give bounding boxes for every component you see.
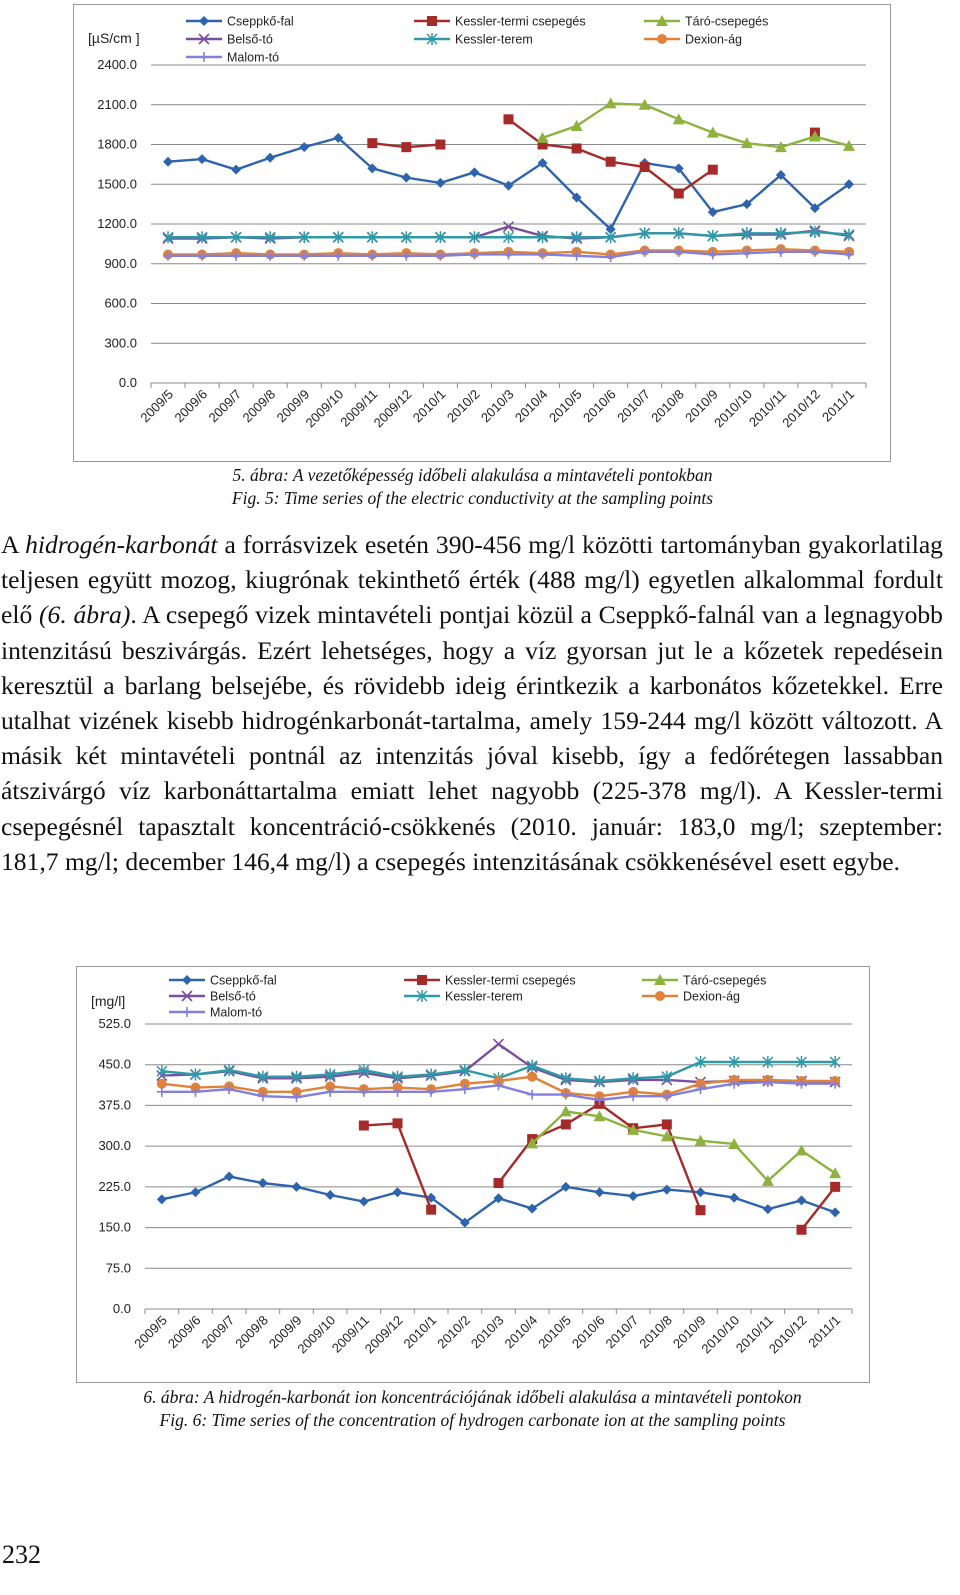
legend-marker [427, 16, 437, 26]
legend-marker [655, 991, 665, 1001]
data-point [367, 138, 377, 148]
legend-label: Cseppkő-fal [210, 973, 277, 988]
x-tick-label: 2010/6 [568, 1312, 608, 1352]
x-tick-label: 2009/11 [328, 1312, 372, 1356]
figure-5-caption [0, 464, 945, 510]
data-point [830, 1207, 840, 1217]
conductivity-chart [73, 4, 891, 462]
body-text-2: a forrásvizek esetén 390-456 mg/l közötti tartományban gyakorlatilag teljesen együtt mozog, kiugrónak tekinthető érték (488 mg/l) egyetlen alkalommal fordult elő [1, 530, 943, 630]
hydrogen-carbonate-chart [76, 966, 870, 1383]
x-tick-label: 2010/1 [400, 1312, 440, 1352]
data-point [292, 1182, 302, 1192]
data-point [435, 140, 445, 150]
data-point [191, 1187, 201, 1197]
series-line [543, 103, 849, 147]
legend-label: Kessler-terem [445, 989, 523, 1004]
y-tick-label: 600.0 [104, 295, 137, 311]
x-tick-label: 2009/9 [273, 386, 313, 426]
y-tick-label: 0.0 [112, 1301, 131, 1316]
data-point [527, 1072, 537, 1082]
x-tick-label: 2009/6 [171, 386, 211, 426]
x-tick-label: 2009/8 [232, 1312, 271, 1352]
body-text-italic-term: hidrogén-karbonát [25, 530, 218, 559]
legend [169, 974, 766, 1020]
data-point [494, 1178, 504, 1188]
data-point [674, 189, 684, 199]
data-point [830, 1182, 840, 1192]
legend-label: Malom-tó [210, 1005, 263, 1020]
x-tick-label: 2009/12 [361, 1312, 406, 1357]
y-tick-label: 2100.0 [97, 96, 137, 112]
data-point [426, 1205, 436, 1215]
data-point [469, 167, 479, 177]
data-point [527, 1090, 537, 1100]
x-tick-label: 2009/5 [131, 1312, 170, 1352]
series-line [802, 1187, 836, 1230]
x-tick-label: 2009/6 [164, 1312, 204, 1352]
x-tick-label: 2009/12 [370, 386, 415, 431]
data-point [435, 178, 445, 188]
legend-label: Kessler-termi csepegés [445, 973, 576, 988]
x-tick-label: 2009/9 [265, 1312, 305, 1352]
body-paragraph [1, 527, 943, 879]
y-tick-label: 1500.0 [97, 176, 137, 192]
y-tick-label: 150.0 [98, 1219, 131, 1235]
x-tick-label: 2010/10 [698, 1312, 743, 1357]
data-point [359, 1121, 369, 1131]
x-tick-label: 2009/7 [205, 386, 245, 426]
chart-svg [77, 967, 869, 1382]
x-tick-label: 2010/11 [745, 386, 790, 430]
data-point [640, 162, 650, 172]
x-tick-label: 2010/4 [501, 1312, 541, 1352]
y-tick-label: 525.0 [98, 1016, 131, 1031]
figure-6-caption-en: Fig. 6: Time series of the concentration of hydrogen carbonate ion at the sampling points [159, 1410, 786, 1430]
y-tick-label: 300.0 [98, 1138, 131, 1154]
x-tick-label: 2010/2 [434, 1312, 473, 1352]
x-tick-label: 2010/7 [602, 1312, 642, 1352]
x-tick-label: 2009/10 [294, 1312, 339, 1357]
y-tick-label: 75.0 [105, 1260, 131, 1276]
data-point [325, 1190, 335, 1200]
legend-marker [417, 975, 427, 985]
data-point [696, 1205, 706, 1215]
x-tick-label: 2011/1 [805, 1312, 844, 1351]
x-tick-label: 2010/2 [443, 386, 483, 426]
data-point [729, 1193, 739, 1203]
y-tick-label: 900.0 [104, 255, 137, 271]
series-taro-csepeges [526, 1105, 841, 1185]
figure-5-caption-hu: 5. ábra: A vezetőképesség időbeli alakulása a mintavételi pontokban [232, 465, 713, 485]
legend-label: Belső-tó [227, 32, 273, 47]
data-point [662, 1185, 672, 1195]
series-line [509, 119, 713, 193]
legend-marker [182, 975, 192, 985]
data-point [595, 1187, 605, 1197]
data-point [628, 1191, 638, 1201]
x-tick-label: 2010/5 [535, 1312, 574, 1352]
x-tick-label: 2010/10 [711, 386, 755, 431]
figure-6-caption [0, 1386, 945, 1432]
x-tick-label: 2011/1 [819, 386, 858, 425]
data-point [224, 1172, 234, 1182]
data-point [504, 114, 514, 124]
body-text-1: A [1, 530, 26, 559]
legend-label: Dexion-ág [685, 32, 742, 47]
legend-label: Táró-csepegés [683, 973, 767, 988]
legend-label: Dexion-ág [683, 989, 740, 1004]
chart-svg [74, 5, 890, 461]
legend [186, 15, 768, 65]
y-tick-label: 1200.0 [97, 216, 137, 231]
x-tick-label: 2010/6 [580, 386, 619, 426]
data-point [494, 1039, 504, 1049]
legend-label: Kessler-termi csepegés [455, 14, 586, 29]
x-tick-label: 2009/7 [198, 1312, 238, 1352]
legend-label: Cseppkő-fal [227, 14, 294, 29]
legend-label: Táró-csepegés [685, 14, 769, 29]
x-tick-label: 2009/10 [302, 386, 347, 431]
legend-marker [657, 34, 667, 44]
data-point [571, 120, 583, 131]
x-tick-label: 2010/7 [614, 386, 653, 426]
data-point [401, 142, 411, 152]
legend-marker [199, 16, 209, 26]
data-point [393, 1187, 403, 1197]
data-point [393, 1118, 403, 1128]
x-tick-label: 2010/8 [636, 1312, 675, 1352]
x-tick-label: 2009/8 [239, 386, 279, 426]
x-tick-label: 2010/4 [511, 386, 551, 426]
x-tick-label: 2010/1 [409, 386, 449, 426]
data-point [157, 1194, 167, 1204]
data-point [572, 143, 582, 153]
unit-label: [µS/cm ] [88, 30, 140, 46]
data-point [829, 1167, 841, 1178]
data-point [157, 1087, 167, 1097]
x-tick-label: 2009/5 [137, 386, 177, 426]
y-tick-label: 375.0 [98, 1097, 131, 1113]
y-tick-label: 2400.0 [97, 57, 137, 72]
legend-label: Belső-tó [210, 989, 256, 1004]
x-tick-label: 2010/9 [682, 386, 721, 426]
x-tick-label: 2009/11 [337, 386, 381, 430]
data-point [163, 157, 173, 167]
y-tick-label: 0.0 [118, 375, 137, 390]
unit-label: [mg/l] [91, 993, 126, 1009]
data-point [401, 173, 411, 183]
data-point [662, 1119, 672, 1129]
body-text-3: . A csepegő vizek mintavételi pontjai közül a Cseppkő-falnál van a legnagyobb intenzitású beszivárgás. Ezért lehetséges, hogy a víz gyorsan jut le a kőzetek repedésein keresztül a barlang belsejébe, és rövidebb ideig érintkezik a karbonátos kőzetekkel. Erre utalhat vizének kisebb hidrogénkarbonát-tartalma, amely 159-244 mg/l között változott. A másik két mintavételi pontnál az intenzitás jóval kisebb, így a fedőrétegen lassabban átszivárgó víz karbonáttartalma emiatt lehet nagyobb (225-378 mg/l). A Kessler-termi csepegésnél tapasztalt koncentráció-csökkenés (2010. január: 183,0 mg/l; szeptember: 181,7 mg/l; december 146,4 mg/l) a csepegés intenzitásának csökkenésével esett egybe. [1, 600, 943, 876]
figure-6-caption-hu: 6. ábra: A hidrogén-karbonát ion koncentrációjának időbeli alakulása a mintavételi pontokon [143, 1387, 802, 1407]
page-number: 232 [2, 1540, 41, 1569]
y-tick-label: 300.0 [104, 335, 137, 351]
data-point [696, 1187, 706, 1197]
x-tick-label: 2010/5 [545, 386, 585, 426]
legend-label: Malom-tó [227, 50, 280, 65]
x-tick-label: 2010/12 [779, 386, 824, 431]
data-point [606, 157, 616, 167]
legend-marker [199, 52, 209, 62]
data-point [708, 165, 718, 175]
body-text-figure-ref: (6. ábra) [39, 600, 131, 630]
data-point [197, 154, 207, 164]
series-kessler-termi-csepeges [367, 114, 820, 198]
data-point [797, 1225, 807, 1235]
data-point [797, 1195, 807, 1205]
legend-marker [182, 1007, 192, 1017]
data-point [265, 153, 275, 163]
data-point [561, 1119, 571, 1129]
x-tick-label: 2010/9 [669, 1312, 709, 1352]
y-tick-label: 450.0 [98, 1056, 131, 1072]
x-tick-label: 2010/3 [467, 1312, 507, 1352]
x-tick-label: 2010/8 [648, 386, 687, 426]
x-tick-label: 2010/11 [732, 1312, 776, 1356]
data-point [763, 1204, 773, 1214]
series-taro-csepeges [537, 97, 855, 152]
figure-5-caption-en: Fig. 5: Time series of the electric conductivity at the sampling points [231, 488, 714, 508]
data-point [231, 165, 241, 175]
x-tick-label: 2010/3 [477, 386, 517, 426]
legend-label: Kessler-terem [455, 32, 533, 47]
data-point [359, 1197, 369, 1207]
y-tick-label: 1800.0 [97, 136, 137, 152]
y-tick-label: 225.0 [98, 1178, 131, 1194]
x-tick-label: 2010/12 [765, 1312, 810, 1357]
data-point [299, 142, 309, 152]
